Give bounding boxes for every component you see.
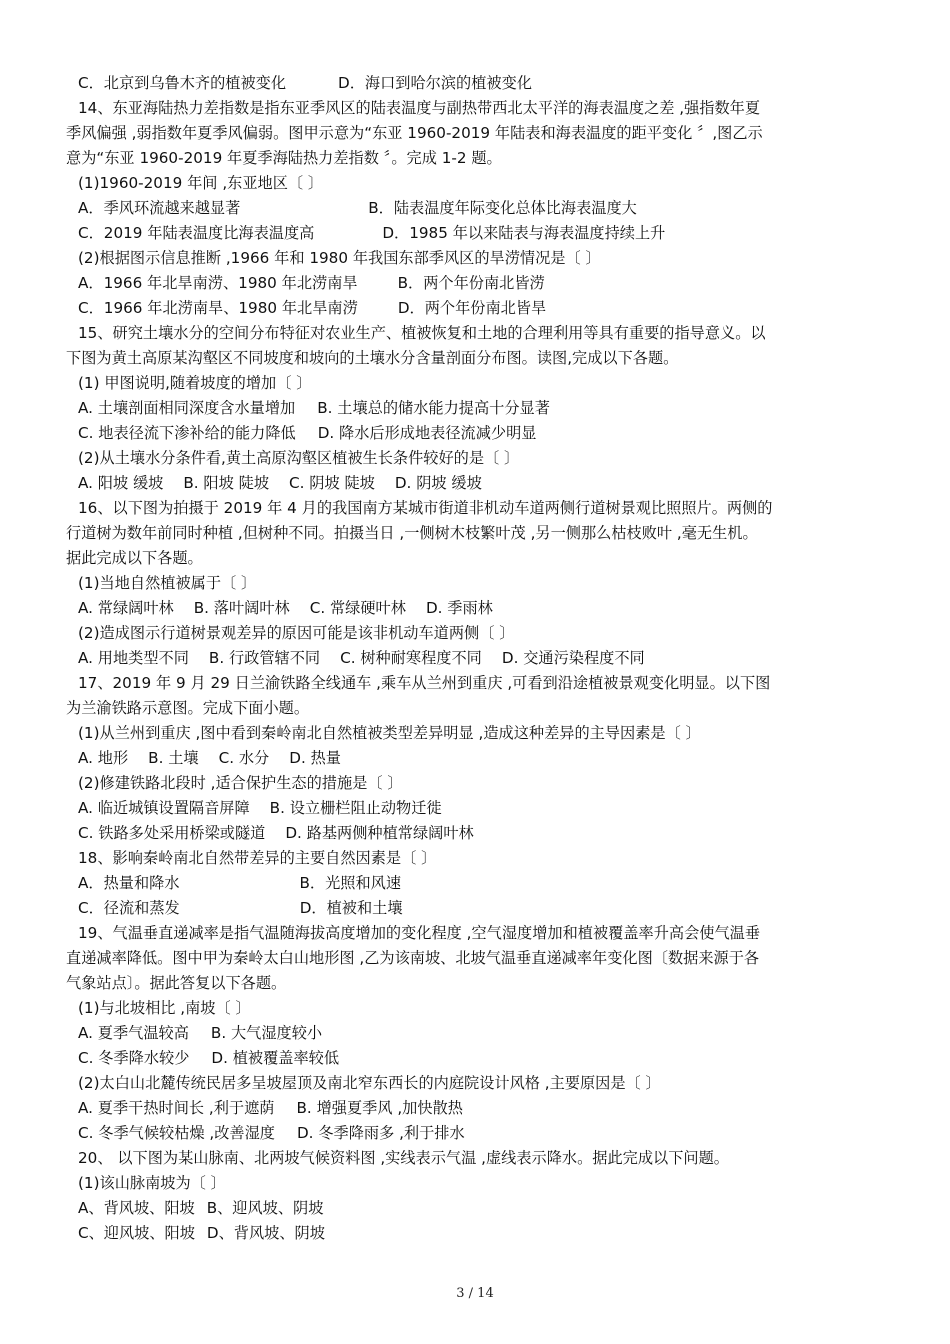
answer-option: C．1966 年北涝南旱、1980 年北旱南涝 <box>78 299 358 317</box>
text-line <box>0 346 950 371</box>
answer-option: A. 临近城镇设置隔音屏障 <box>78 799 250 817</box>
line-text: (1) 甲图说明,随着坡度的增加〔 〕 <box>78 374 312 392</box>
text-line <box>0 421 950 446</box>
answer-option: A．热量和降水 <box>78 874 180 892</box>
line-text: 为兰渝铁路示意图。完成下面小题。 <box>66 699 309 717</box>
answer-option: A. 夏季干热时间长 ,利于遮荫 <box>78 1099 275 1117</box>
text-line <box>0 946 950 971</box>
answer-option: D．植被和土壤 <box>299 899 403 917</box>
text-line <box>0 496 950 521</box>
text-line <box>0 746 950 771</box>
answer-option: B. 大气湿度较小 <box>210 1024 323 1042</box>
answer-option: C. 冬季气候较枯燥 ,改善湿度 <box>78 1124 275 1142</box>
line-text: 意为“东亚 1960-2019 年夏季海陆热力差指数 〞。完成 1-2 题。 <box>66 149 502 167</box>
text-line <box>0 696 950 721</box>
answer-option: C．北京到乌鲁木齐的植被变化 <box>78 74 287 92</box>
line-text: (2)根据图示信息推断 ,1966 年和 1980 年我国东部季风区的旱涝情况是〔 〕 <box>78 249 601 267</box>
text-line <box>0 721 950 746</box>
answer-option: B. 落叶阔叶林 <box>193 599 290 617</box>
text-line <box>0 521 950 546</box>
answer-option: A．1966 年北旱南涝、1980 年北涝南旱 <box>78 274 358 292</box>
answer-option: B. 土壤 <box>148 749 199 767</box>
text-line <box>0 846 950 871</box>
line-text: 气象站点〕。据此答复以下各题。 <box>66 974 287 992</box>
line-text: (2)太白山北麓传统民居多呈坡屋顶及南北窄东西长的内庭院设计风格 ,主要原因是〔 〕 <box>78 1074 661 1092</box>
text-line <box>0 471 950 496</box>
text-line <box>0 1121 950 1146</box>
text-line <box>0 896 950 921</box>
answer-option: D．海口到哈尔滨的植被变化 <box>338 74 532 92</box>
text-line <box>0 396 950 421</box>
text-line <box>0 671 950 696</box>
answer-option: A. 用地类型不同 <box>78 649 189 667</box>
line-text: 行道树为数年前同时种植 ,但树种不同。拍摄当日 ,一侧树木枝繁叶茂 ,另一侧那么枯枝败叶 ,毫无生机。 <box>66 524 758 542</box>
answer-option: D. 季雨林 <box>425 599 493 617</box>
answer-option: A. 阳坡 缓坡 <box>78 474 164 492</box>
answer-option: C．径流和蒸发 <box>78 899 180 917</box>
text-line <box>0 596 950 621</box>
answer-option: C、迎风坡、阳坡 <box>78 1224 195 1242</box>
line-text: 据此完成以下各题。 <box>66 549 203 567</box>
answer-option: C. 阴坡 陡坡 <box>289 474 375 492</box>
answer-option: B、迎风坡、阴坡 <box>206 1199 324 1217</box>
line-text: (1)从兰州到重庆 ,图中看到秦岭南北自然植被类型差异明显 ,造成这种差异的主导因素是〔 〕 <box>78 724 701 742</box>
text-line <box>0 246 950 271</box>
answer-option: A、背风坡、阳坡 <box>78 1199 195 1217</box>
answer-option: B．光照和风速 <box>299 874 402 892</box>
line-text: (2)修建铁路北段时 ,适合保护生态的措施是〔 〕 <box>78 774 403 792</box>
line-text: (1)与北坡相比 ,南坡〔 〕 <box>78 999 251 1017</box>
text-line <box>0 96 950 121</box>
text-line <box>0 796 950 821</box>
text-line <box>0 271 950 296</box>
answer-option: D. 交通污染程度不同 <box>501 649 645 667</box>
document-body <box>0 71 950 1246</box>
text-line <box>0 1046 950 1071</box>
line-text: (1)该山脉南坡为〔 〕 <box>78 1174 226 1192</box>
text-line <box>0 146 950 171</box>
answer-option: D. 植被覆盖率较低 <box>211 1049 340 1067</box>
line-text: (2)造成图示行道树景观差异的原因可能是该非机动车道两侧〔 〕 <box>78 624 515 642</box>
answer-option: A. 地形 <box>78 749 129 767</box>
line-text: (2)从土壤水分条件看,黄土高原沟壑区植被生长条件较好的是〔 〕 <box>78 449 520 467</box>
text-line <box>0 446 950 471</box>
line-text: (1)1960-2019 年间 ,东亚地区〔 〕 <box>78 174 324 192</box>
answer-option: D．1985 年以来陆表与海表温度持续上升 <box>382 224 666 242</box>
text-line <box>0 321 950 346</box>
text-line <box>0 221 950 246</box>
text-line <box>0 571 950 596</box>
line-text: 20、 以下图为某山脉南、北两坡气候资料图 ,实线表示气温 ,虚线表示降水。据此完成以下问题。 <box>78 1149 729 1167</box>
answer-option: B．陆表温度年际变化总体比海表温度大 <box>368 199 637 217</box>
answer-option: C. 冬季降水较少 <box>78 1049 190 1067</box>
text-line <box>0 646 950 671</box>
answer-option: A. 夏季气温较高 <box>78 1024 189 1042</box>
text-line <box>0 171 950 196</box>
text-line <box>0 1221 950 1246</box>
line-text: 15、研究土壤水分的空间分布特征对农业生产、植被恢复和土地的合理利用等具有重要的指导意义。以 <box>78 324 766 342</box>
text-line <box>0 371 950 396</box>
line-text: 19、气温垂直递减率是指气温随海拔高度增加的变化程度 ,空气湿度增加和植被覆盖率升高会使气温垂 <box>78 924 761 942</box>
text-line <box>0 296 950 321</box>
answer-option: D. 阴坡 缓坡 <box>394 474 482 492</box>
text-line <box>0 1071 950 1096</box>
answer-option: D. 热量 <box>289 749 341 767</box>
text-line <box>0 196 950 221</box>
answer-option: A. 土壤剖面相同深度含水量增加 <box>78 399 296 417</box>
line-text: 17、2019 年 9 月 29 日兰渝铁路全线通车 ,乘车从兰州到重庆 ,可看到沿途植被景观变化明显。以下图 <box>78 674 771 692</box>
text-line <box>0 1196 950 1221</box>
answer-option: B. 阳坡 陡坡 <box>183 474 270 492</box>
text-line <box>0 621 950 646</box>
line-text: 下图为黄土高原某沟壑区不同坡度和坡向的土壤水分含量剖面分布图。读图,完成以下各题。 <box>66 349 679 367</box>
answer-option: C. 树种耐寒程度不同 <box>340 649 482 667</box>
text-line <box>0 821 950 846</box>
answer-option: A．季风环流越来越显著 <box>78 199 241 217</box>
text-line <box>0 1096 950 1121</box>
line-text: 18、影响秦岭南北自然带差异的主要自然因素是〔 〕 <box>78 849 437 867</box>
answer-option: C. 水分 <box>218 749 270 767</box>
answer-option: C．2019 年陆表温度比海表温度高 <box>78 224 315 242</box>
answer-option: D. 路基两侧种植常绿阔叶林 <box>285 824 474 842</box>
text-line <box>0 921 950 946</box>
line-text: 16、以下图为拍摄于 2019 年 4 月的我国南方某城市街道非机动车道两侧行道树景观比照照片。两侧的 <box>78 499 773 517</box>
line-text: 14、东亚海陆热力差指数是指东亚季风区的陆表温度与副热带西北太平洋的海表温度之差 ,强指数年夏 <box>78 99 761 117</box>
answer-option: D. 冬季降雨多 ,利于排水 <box>296 1124 465 1142</box>
answer-option: B. 设立栅栏阻止动物迁徙 <box>269 799 442 817</box>
text-line <box>0 1021 950 1046</box>
answer-option: D. 降水后形成地表径流减少明显 <box>317 424 537 442</box>
answer-option: C. 常绿硬叶林 <box>309 599 406 617</box>
text-line <box>0 771 950 796</box>
line-text: (1)当地自然植被属于〔 〕 <box>78 574 257 592</box>
text-line <box>0 996 950 1021</box>
answer-option: D．两个年份南北皆旱 <box>397 299 547 317</box>
text-line <box>0 546 950 571</box>
answer-option: B. 增强夏季风 ,加快散热 <box>296 1099 463 1117</box>
answer-option: C. 铁路多处采用桥梁或隧道 <box>78 824 266 842</box>
text-line <box>0 71 950 96</box>
line-text: 直递减率降低。图中甲为秦岭太白山地形图 ,乙为该南坡、北坡气温垂直递减率年变化图〔数据来源于各 <box>66 949 760 967</box>
answer-option: B. 行政管辖不同 <box>208 649 321 667</box>
text-line <box>0 1146 950 1171</box>
answer-option: B. 土壤总的储水能力提高十分显著 <box>317 399 550 417</box>
text-line <box>0 1171 950 1196</box>
answer-option: B．两个年份南北皆涝 <box>397 274 545 292</box>
line-text: 季风偏强 ,弱指数年夏季风偏弱。图甲示意为“东亚 1960-2019 年陆表和海表温度的距平变化 〞,图乙示 <box>66 124 763 142</box>
text-line <box>0 121 950 146</box>
page-number: 3 / 14 <box>456 1286 494 1301</box>
answer-option: A. 常绿阔叶林 <box>78 599 174 617</box>
answer-option: C. 地表径流下渗补给的能力降低 <box>78 424 296 442</box>
text-line <box>0 971 950 996</box>
answer-option: D、背风坡、阴坡 <box>206 1224 325 1242</box>
text-line <box>0 871 950 896</box>
